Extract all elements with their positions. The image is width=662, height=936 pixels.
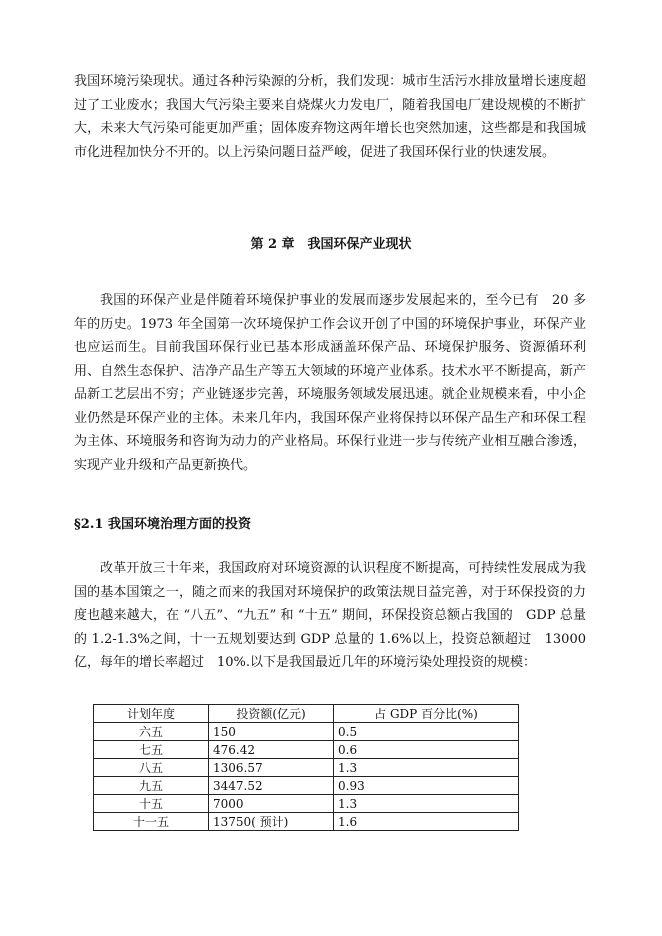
column-header-investment: 投资额(亿元) [209, 705, 334, 723]
table-row [94, 759, 519, 777]
gdp-percent-cell: 1.3 [334, 795, 519, 813]
chapter-heading: 第 2 章 我国环保产业现状 [250, 237, 412, 252]
intro-paragraph: 我国环境污染现状。通过各种污染源的分析，我们发现：城市生活污水排放量增长速度超过了工业废水；我国大气污染主要来自烧煤火力发电厂，随着我国电厂建设规模的不断扩大，未来大气污染可能更加严重；固体废弃物这两年增长也突然加速，这些都是和我国城市化进程加快分不开的。以上污染问题日益严峻，促进了我国环保行业的快速发展。 [74, 74, 586, 160]
investment-cell: 1306.57 [209, 759, 334, 777]
gdp-percent-cell: 0.5 [334, 723, 519, 741]
column-header-plan-year: 计划年度 [94, 705, 209, 723]
investment-cell: 476.42 [209, 741, 334, 759]
investment-cell: 13750( 预计) [209, 813, 334, 831]
investment-cell: 7000 [209, 795, 334, 813]
table-row [94, 777, 519, 795]
plan-year-cell: 十一五 [94, 813, 209, 831]
table-header-row [94, 705, 519, 723]
gdp-percent-cell: 0.6 [334, 741, 519, 759]
section-paragraph: 改革开放三十年来，我国政府对环境资源的认识程度不断提高，可持续性发展成为我国的基本国策之一，随之而来的我国对环境保护的政策法规日益完善，对于环保投资的力度也越来越大，在 “八五”、“九五” 和 “十五” 期间，环保投资总额占我国的 GDP 总量的 1.2-1.3%之间，十一五规划要达到 GDP 总量的 1.6%以上，投资总额超过 13000 亿，每年的增长率超过 10%.以下是我国最近几年的环境污染处理投资的规模： [74, 561, 586, 670]
gdp-percent-cell: 1.6 [334, 813, 519, 831]
plan-year-cell: 十五 [94, 795, 209, 813]
column-header-gdp-percent: 占 GDP 百分比(%) [334, 705, 519, 723]
table-row [94, 813, 519, 831]
table-row [94, 795, 519, 813]
plan-year-cell: 七五 [94, 741, 209, 759]
section-heading: §2.1 我国环境治理方面的投资 [74, 517, 251, 532]
gdp-percent-cell: 1.3 [334, 759, 519, 777]
plan-year-cell: 八五 [94, 759, 209, 777]
investment-cell: 150 [209, 723, 334, 741]
chapter-paragraph: 我国的环保产业是伴随着环境保护事业的发展而逐步发展起来的，至今已有 20 多年的历史。1973 年全国第一次环境保护工作会议开创了中国的环境保护事业，环保产业也应运而生。目前我国环保行业已基本形成涵盖环保产品、环境保护服务、资源循环利用、自然生态保护、洁净产品生产等五大领域的环境产业体系。技术水平不断提高，新产品新工艺层出不穷；产业链逐步完善，环境服务领域发展迅速。就企业规模来看，中小企业仍然是环保产业的主体。未来几年内，我国环保产业将保持以环保产品生产和环保工程为主体、环境服务和咨询为动力的产业格局。环保行业进一步与传统产业相互融合渗透，实现产业升级和产品更新换代。 [74, 293, 586, 473]
investment-table [93, 704, 519, 831]
gdp-percent-cell: 0.93 [334, 777, 519, 795]
plan-year-cell: 九五 [94, 777, 209, 795]
investment-cell: 3447.52 [209, 777, 334, 795]
table-row [94, 723, 519, 741]
plan-year-cell: 六五 [94, 723, 209, 741]
table-row [94, 741, 519, 759]
